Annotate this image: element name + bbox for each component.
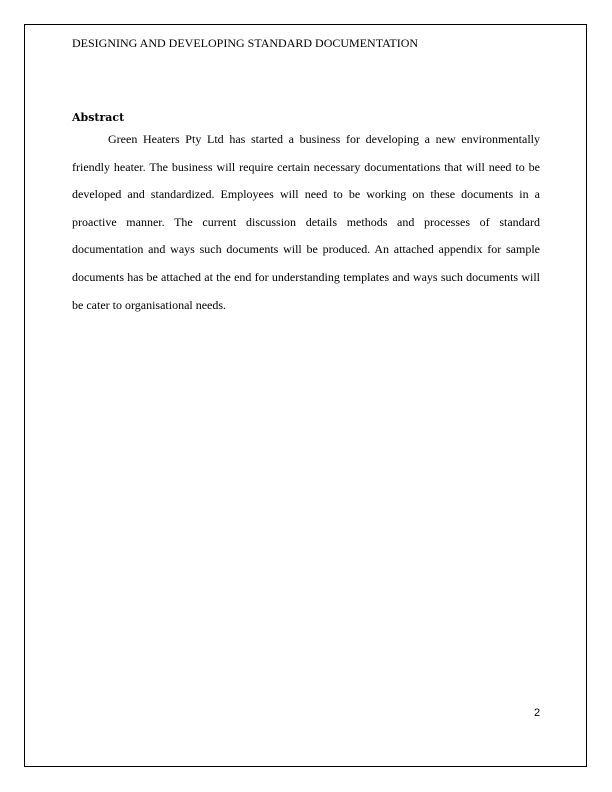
running-head: DESIGNING AND DEVELOPING STANDARD DOCUMENTATION (72, 36, 419, 50)
abstract-heading: Abstract (72, 111, 125, 124)
abstract-paragraph: Green Heaters Pty Ltd has started a business for developing a new environmentally friendly heater. The business will require certain necessary documentations that will need to be developed and standardized. Employees will need to be working on these documents in a proactive manner. The current discussion details methods and processes of standard documentation and ways such documents will be produced. An attached appendix for sample documents has be attached at the end for understanding templates and ways such documents will be cater to organisational needs. (72, 132, 540, 312)
page-number: 2 (534, 707, 541, 719)
